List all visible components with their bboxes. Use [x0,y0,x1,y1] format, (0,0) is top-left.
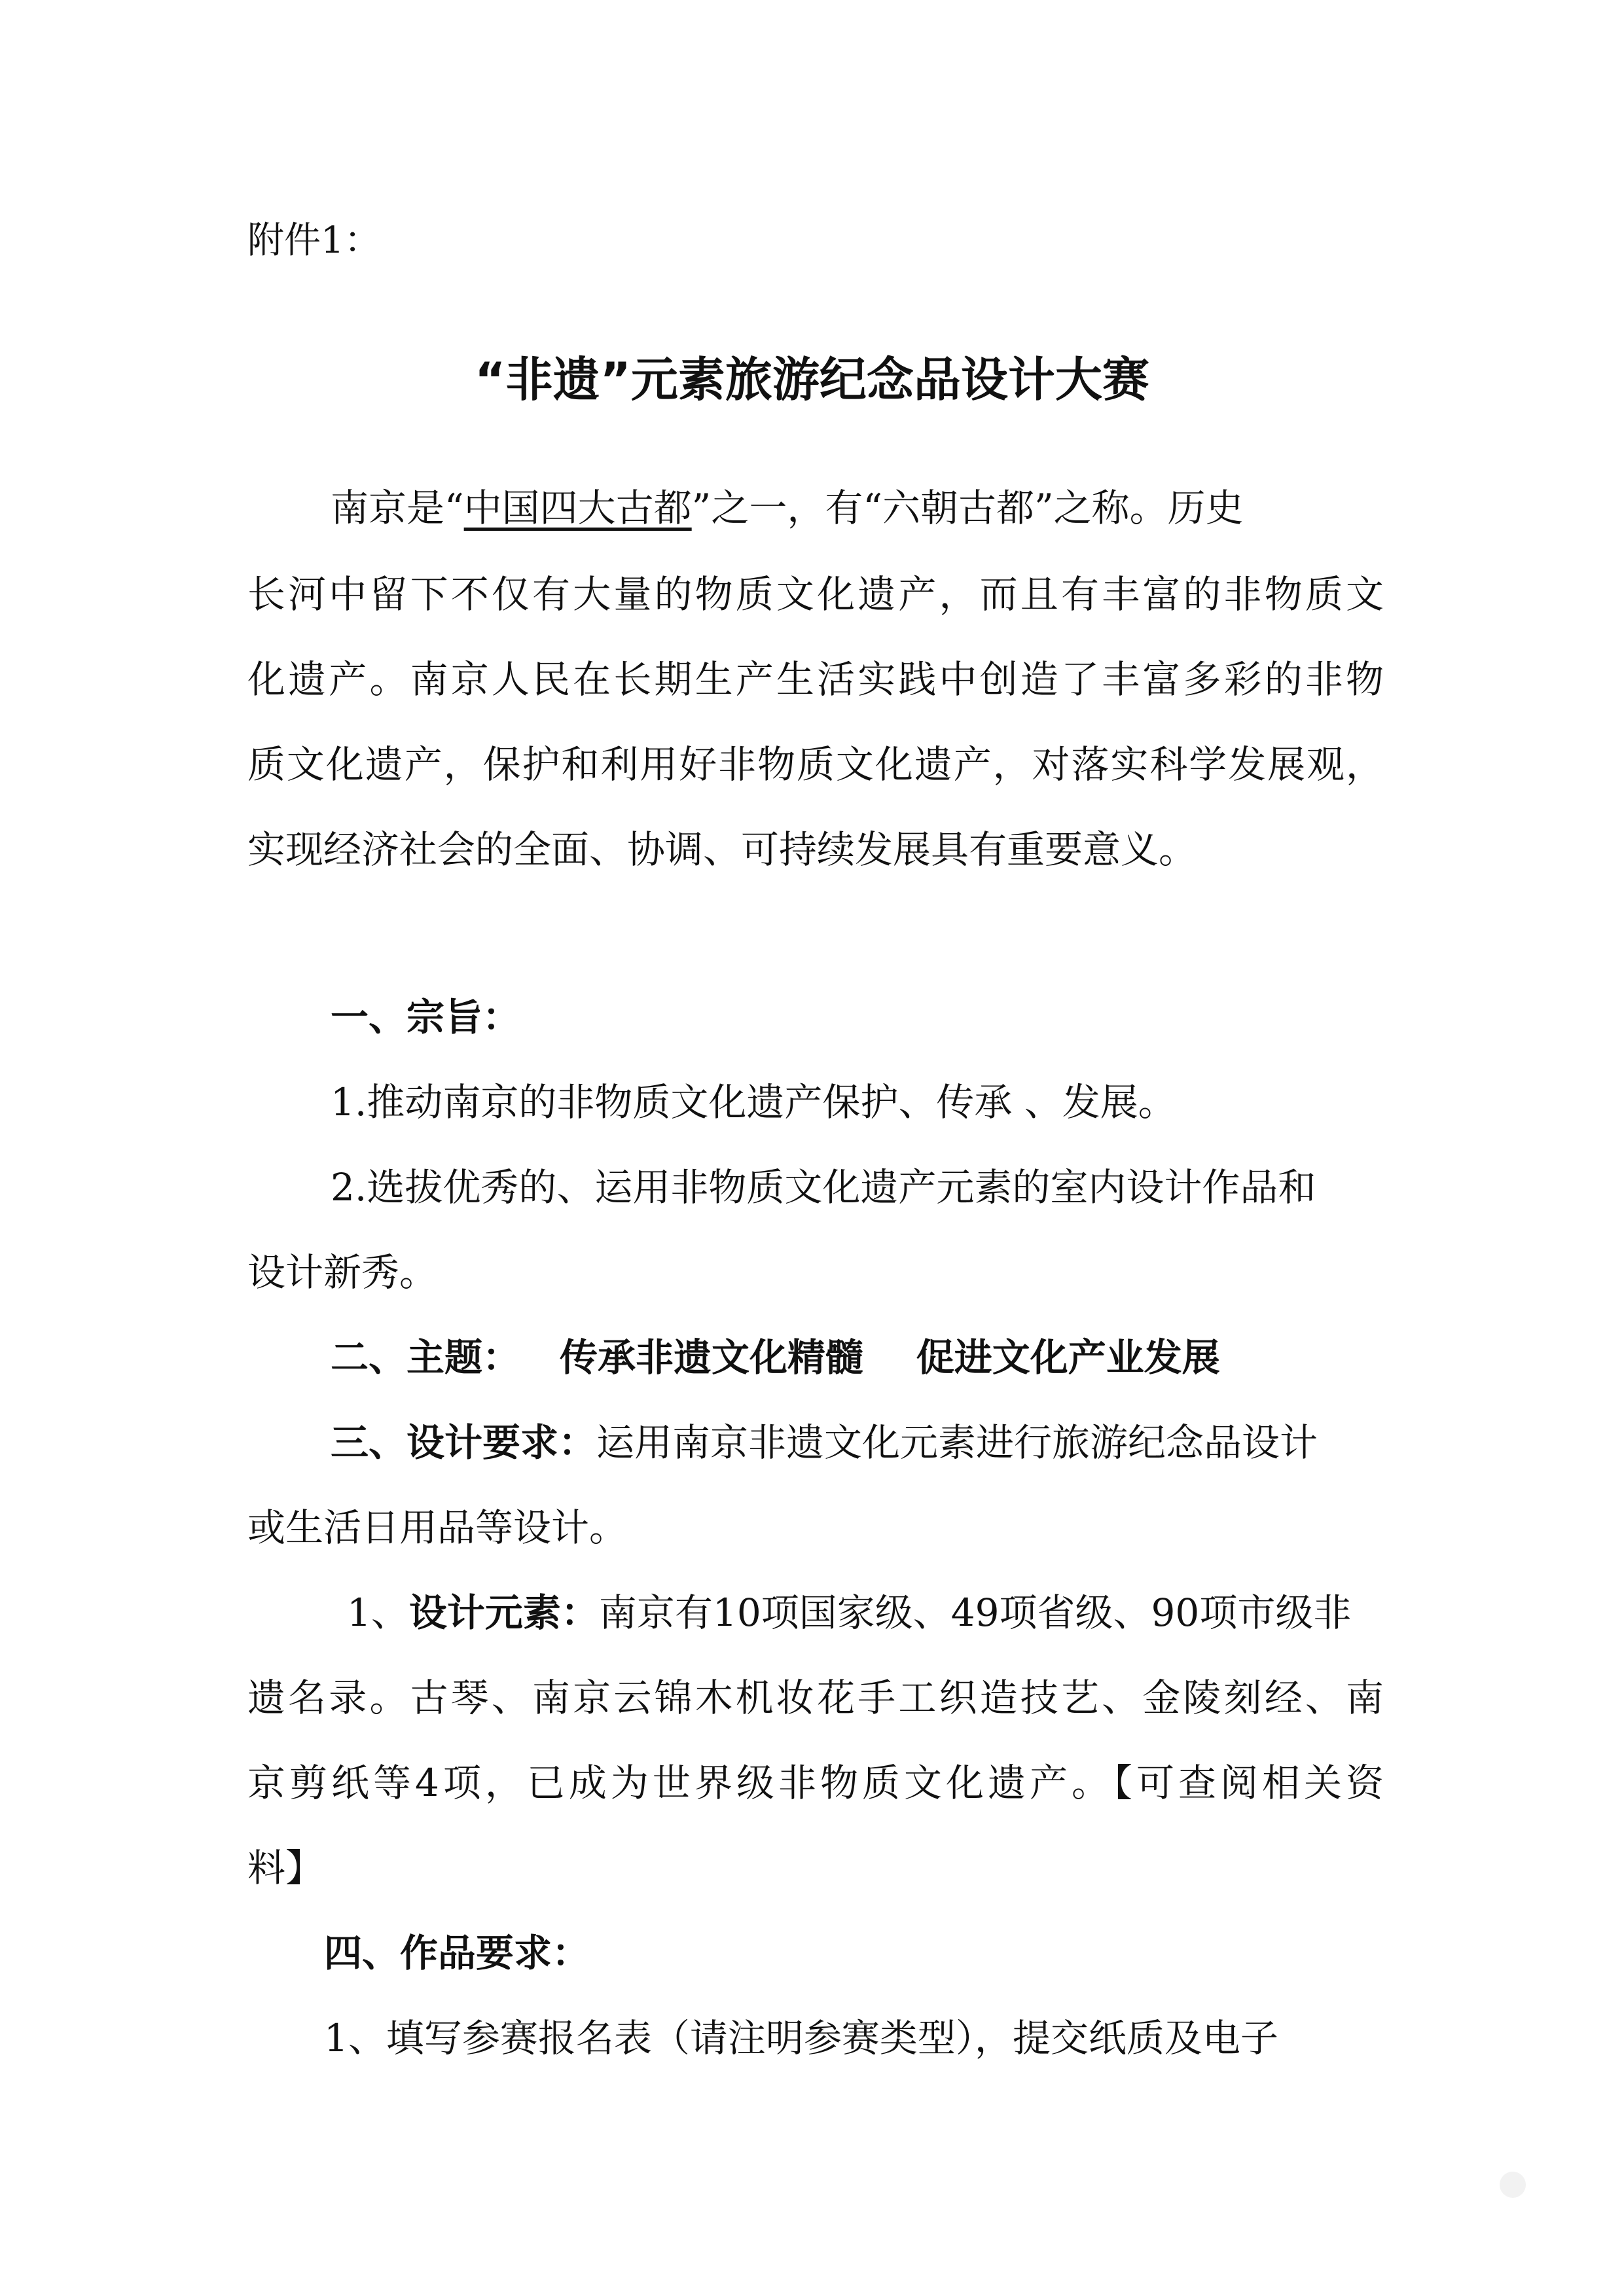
design-elements-line-4: 料】 [247,1846,324,1890]
intro-text: ”之一，有“六朝古都”之称。历史 [691,486,1244,530]
works-item-1-line-1: 1、填写参赛报名表（请注明参赛类型），提交纸质及电子 [324,2016,1278,2060]
design-elements-text: 南京有10项国家级、49项省级、90项市级非 [598,1590,1352,1635]
purpose-item-2-line-2: 设计新秀。 [247,1250,438,1295]
design-requirements-text: 运用南京非遗文化元素进行旅游纪念品设计 [596,1420,1318,1465]
intro-text: 南京是“ [331,486,464,530]
attachment-label: 附件1： [247,219,381,262]
section-heading-design: 三、设计要求： [331,1420,597,1465]
scan-mark [1500,2172,1526,2198]
intro-line-2: 长河中留下不仅有大量的物质文化遗产，而且有丰富的非物质文 [247,572,1384,617]
design-requirements-line-1 [331,1416,1318,1469]
theme-line [331,1331,1220,1384]
intro-line-3: 化遗产。南京人民在长期生产生活实践中创造了丰富多彩的非物 [247,657,1384,702]
section-heading-theme: 二、主题： [331,1335,521,1380]
purpose-item-2-line-1: 2.选拔优秀的、运用非物质文化遗产元素的室内设计作品和 [331,1165,1316,1210]
design-requirements-line-2: 或生活日用品等设计。 [247,1505,628,1550]
intro-line-4: 质文化遗产，保护和利用好非物质文化遗产，对落实科学发展观， [247,742,1384,787]
link-ancient-capitals[interactable]: 中国四大古都 [463,486,692,530]
theme-text: 传承非遗文化精髓 促进文化产业发展 [560,1335,1220,1380]
design-elements-line-3: 京剪纸等4项，已成为世界级非物质文化遗产。【可查阅相关资 [247,1761,1384,1805]
design-elements-heading: 设计元素： [408,1590,599,1635]
intro-line-1 [331,482,1244,534]
intro-line-5: 实现经济社会的全面、协调、可持续发展具有重要意义。 [247,827,1197,872]
section-heading-works: 四、作品要求： [324,1931,590,1975]
design-elements-line-1 [347,1587,1351,1639]
purpose-item-1: 1.推动南京的非物质文化遗产保护、传承 、发展。 [331,1080,1176,1124]
design-elements-line-2: 遗名录。古琴、南京云锦木机妆花手工织造技艺、金陵刻经、南 [247,1676,1384,1720]
design-elements-prefix: 1、 [347,1590,409,1635]
document-title: “非遗”元素旅游纪念品设计大赛 [475,352,1149,407]
section-heading-purpose: 一、宗旨： [331,995,521,1039]
